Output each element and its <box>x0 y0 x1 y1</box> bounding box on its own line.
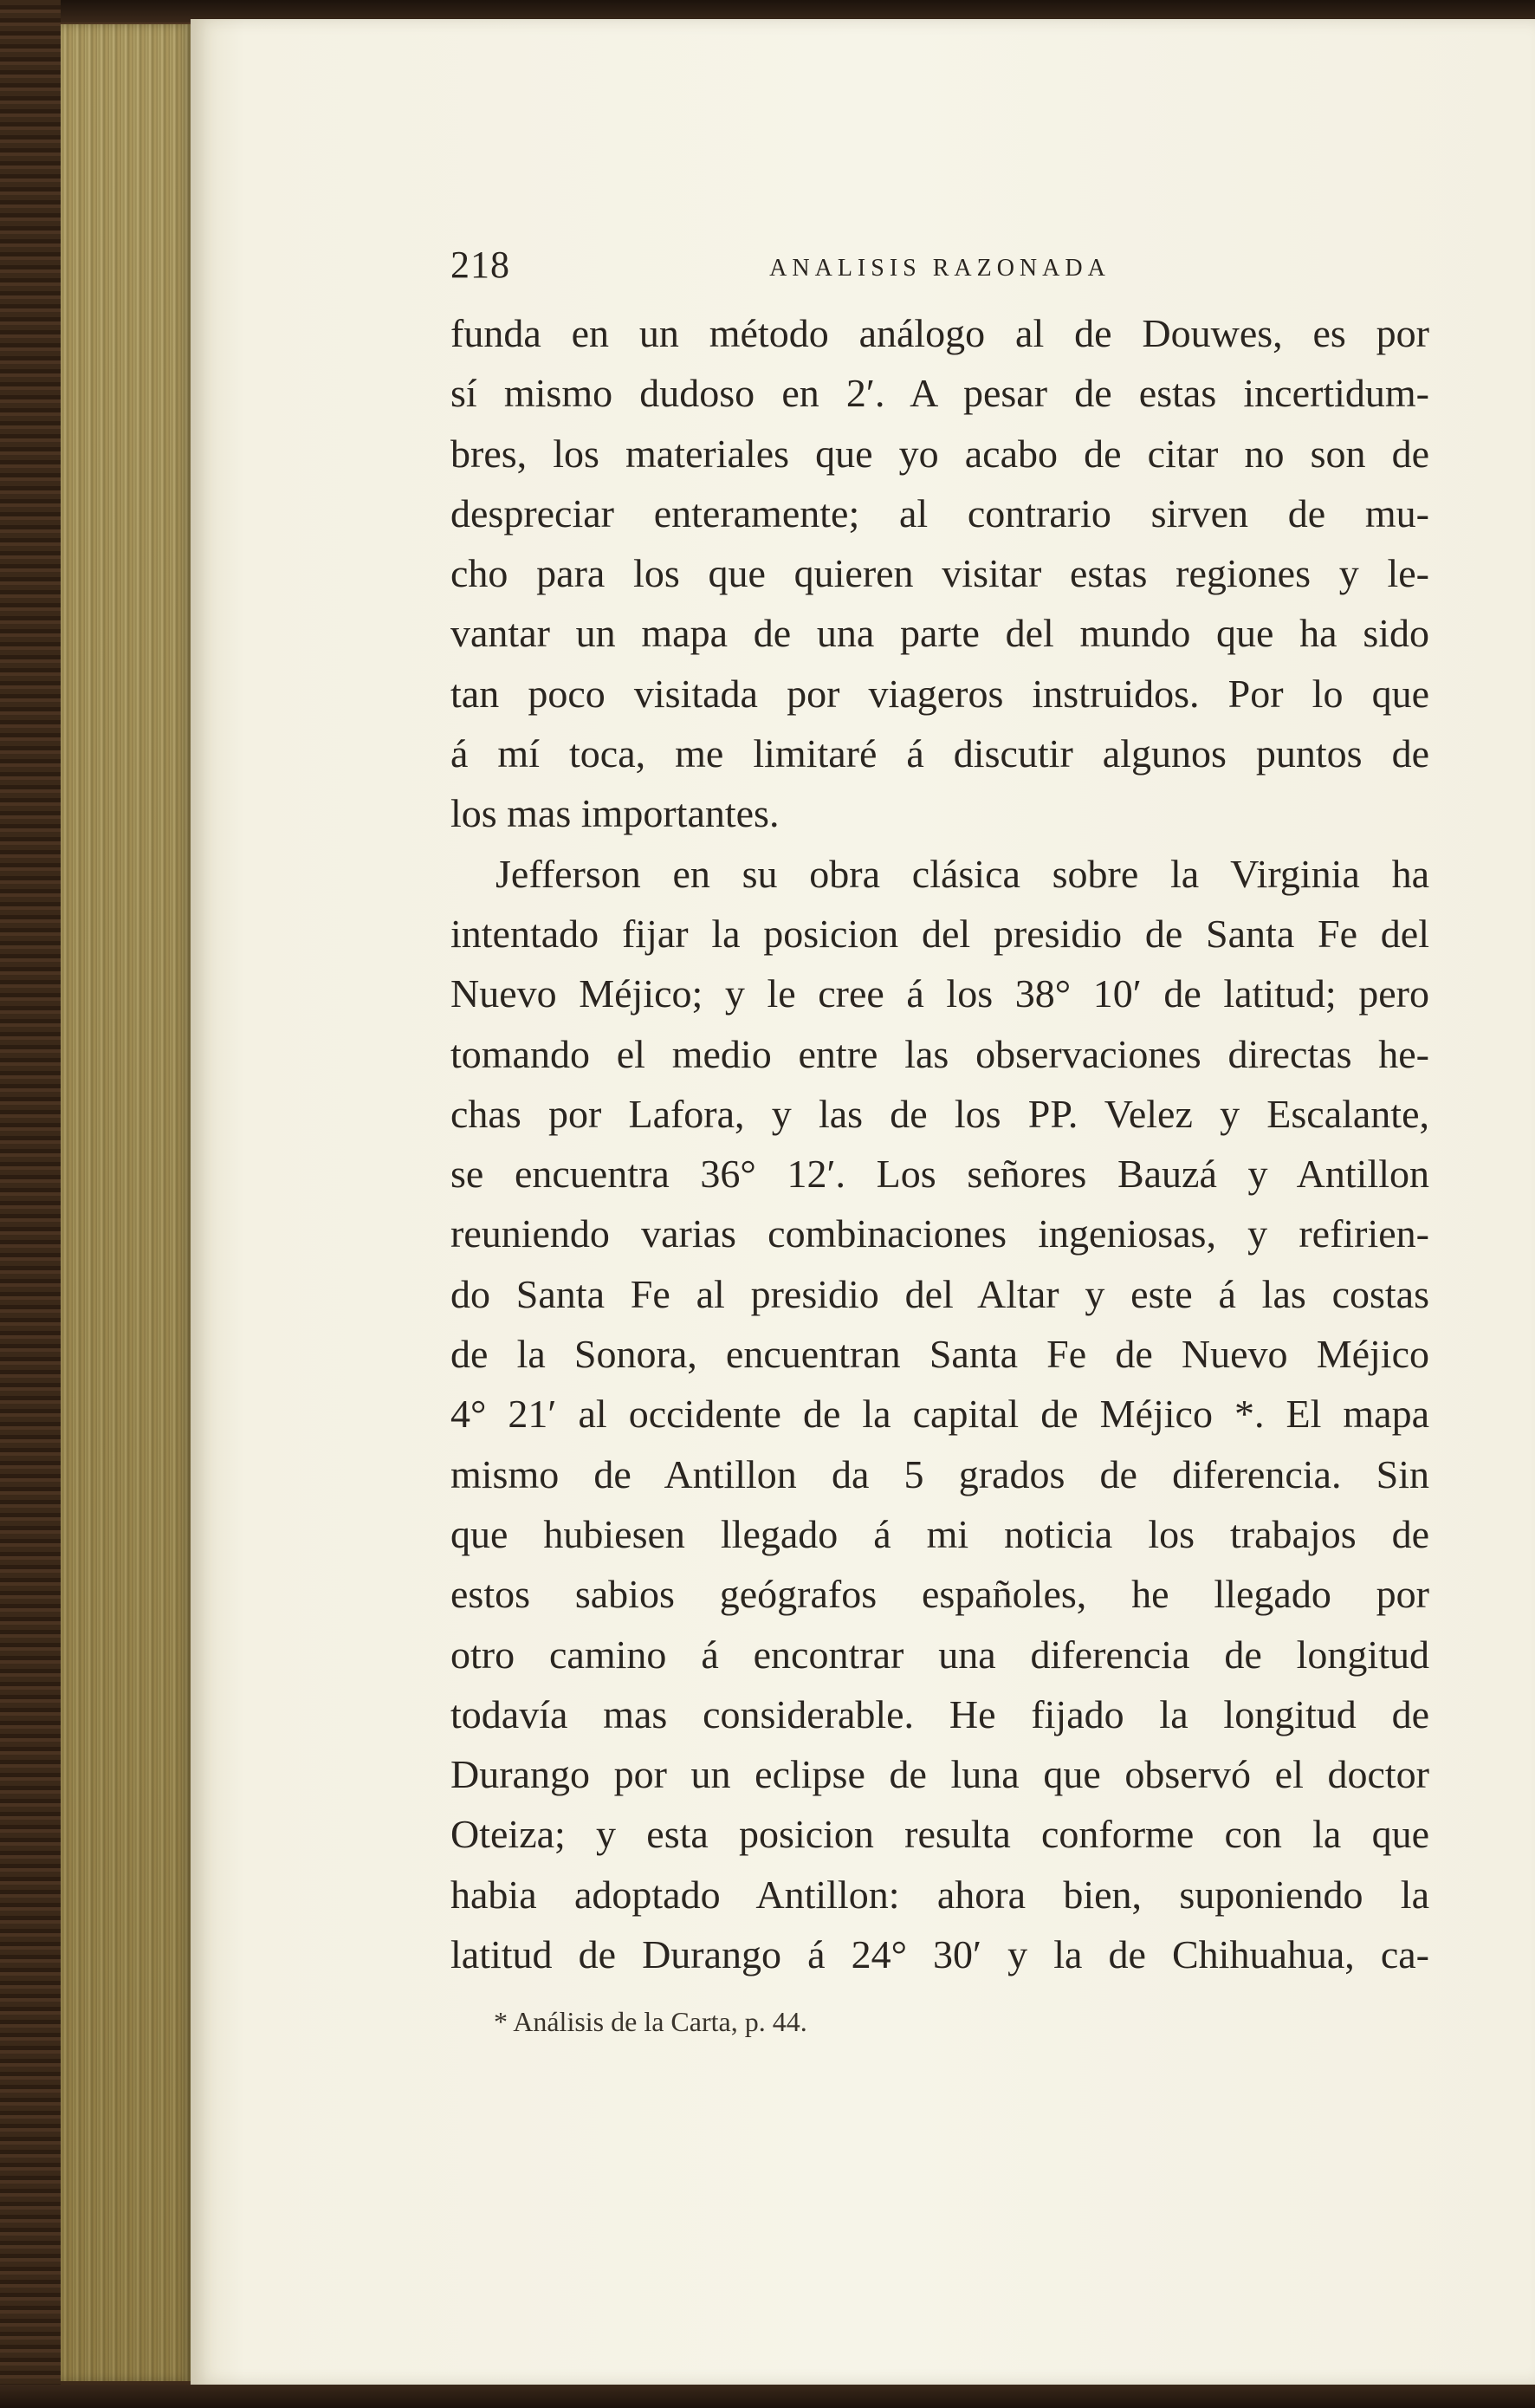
text-line: se encuentra 36° 12′. Los señores Bauzá y Antillon <box>450 1152 1429 1197</box>
text-line: reuniendo varias combinaciones ingeniosas, y refirien- <box>450 1211 1429 1256</box>
text-line: Durango por un eclipse de luna que observó el doctor <box>450 1752 1429 1797</box>
text-line: de la Sonora, encuentran Santa Fe de Nuevo Méjico <box>450 1332 1429 1377</box>
text-line: á mí toca, me limitaré á discutir algunos puntos de <box>450 731 1429 776</box>
text-line: Nuevo Méjico; y le cree á los 38° 10′ de latitud; pero <box>450 971 1429 1016</box>
text-line: tan poco visitada por viageros instruidos. Por lo que <box>450 671 1429 716</box>
text-line: Jefferson en su obra clásica sobre la Virginia ha <box>495 851 1429 896</box>
page-text-block <box>450 243 1429 1984</box>
text-line: do Santa Fe al presidio del Altar y este á las costas <box>450 1271 1429 1316</box>
text-line: bres, los materiales que yo acabo de citar no son de <box>450 431 1429 476</box>
page-header <box>450 243 1429 295</box>
text-line: habia adoptado Antillon: ahora bien, suponiendo la <box>450 1872 1429 1917</box>
book-bottom-edge <box>0 2385 1535 2408</box>
page-number: 218 <box>450 243 510 286</box>
text-line: otro camino á encontrar una diferencia de longitud <box>450 1632 1429 1677</box>
text-line: que hubiesen llegado á mi noticia los trabajos de <box>450 1511 1429 1556</box>
running-head: ANALISIS RAZONADA <box>769 255 1111 282</box>
text-line: mismo de Antillon da 5 grados de diferencia. Sin <box>450 1451 1429 1496</box>
text-line: funda en un método análogo al de Douwes, es por <box>450 311 1429 355</box>
text-line: chas por Lafora, y las de los PP. Velez y Escalante, <box>450 1091 1429 1136</box>
text-line: los mas importantes. <box>450 791 780 836</box>
text-line: intentado fijar la posicion del presidio de Santa Fe del <box>450 911 1429 956</box>
text-line: despreciar enteramente; al contrario sirven de mu- <box>450 490 1429 535</box>
text-line: todavía mas considerable. He fijado la longitud de <box>450 1691 1429 1736</box>
text-line: 4° 21′ al occidente de la capital de Méjico *. El mapa <box>450 1392 1429 1437</box>
text-line: sí mismo dudoso en 2′. A pesar de estas incertidum- <box>450 371 1429 416</box>
book-cover-edge <box>0 0 61 2408</box>
text-line: latitud de Durango á 24° 30′ y la de Chihuahua, ca- <box>450 1932 1429 1977</box>
text-line: vantar un mapa de una parte del mundo que ha sido <box>450 611 1429 656</box>
text-line: estos sabios geógrafos españoles, he llegado por <box>450 1572 1429 1617</box>
text-line: Oteiza; y esta posicion resulta conforme con la que <box>450 1812 1429 1857</box>
gilt-page-edges <box>61 24 191 2381</box>
text-line: tomando el medio entre las observaciones directas he- <box>450 1031 1429 1076</box>
footnote: * Análisis de la Carta, p. 44. <box>494 2006 807 2037</box>
text-line: cho para los que quieren visitar estas regiones y le- <box>450 551 1429 596</box>
